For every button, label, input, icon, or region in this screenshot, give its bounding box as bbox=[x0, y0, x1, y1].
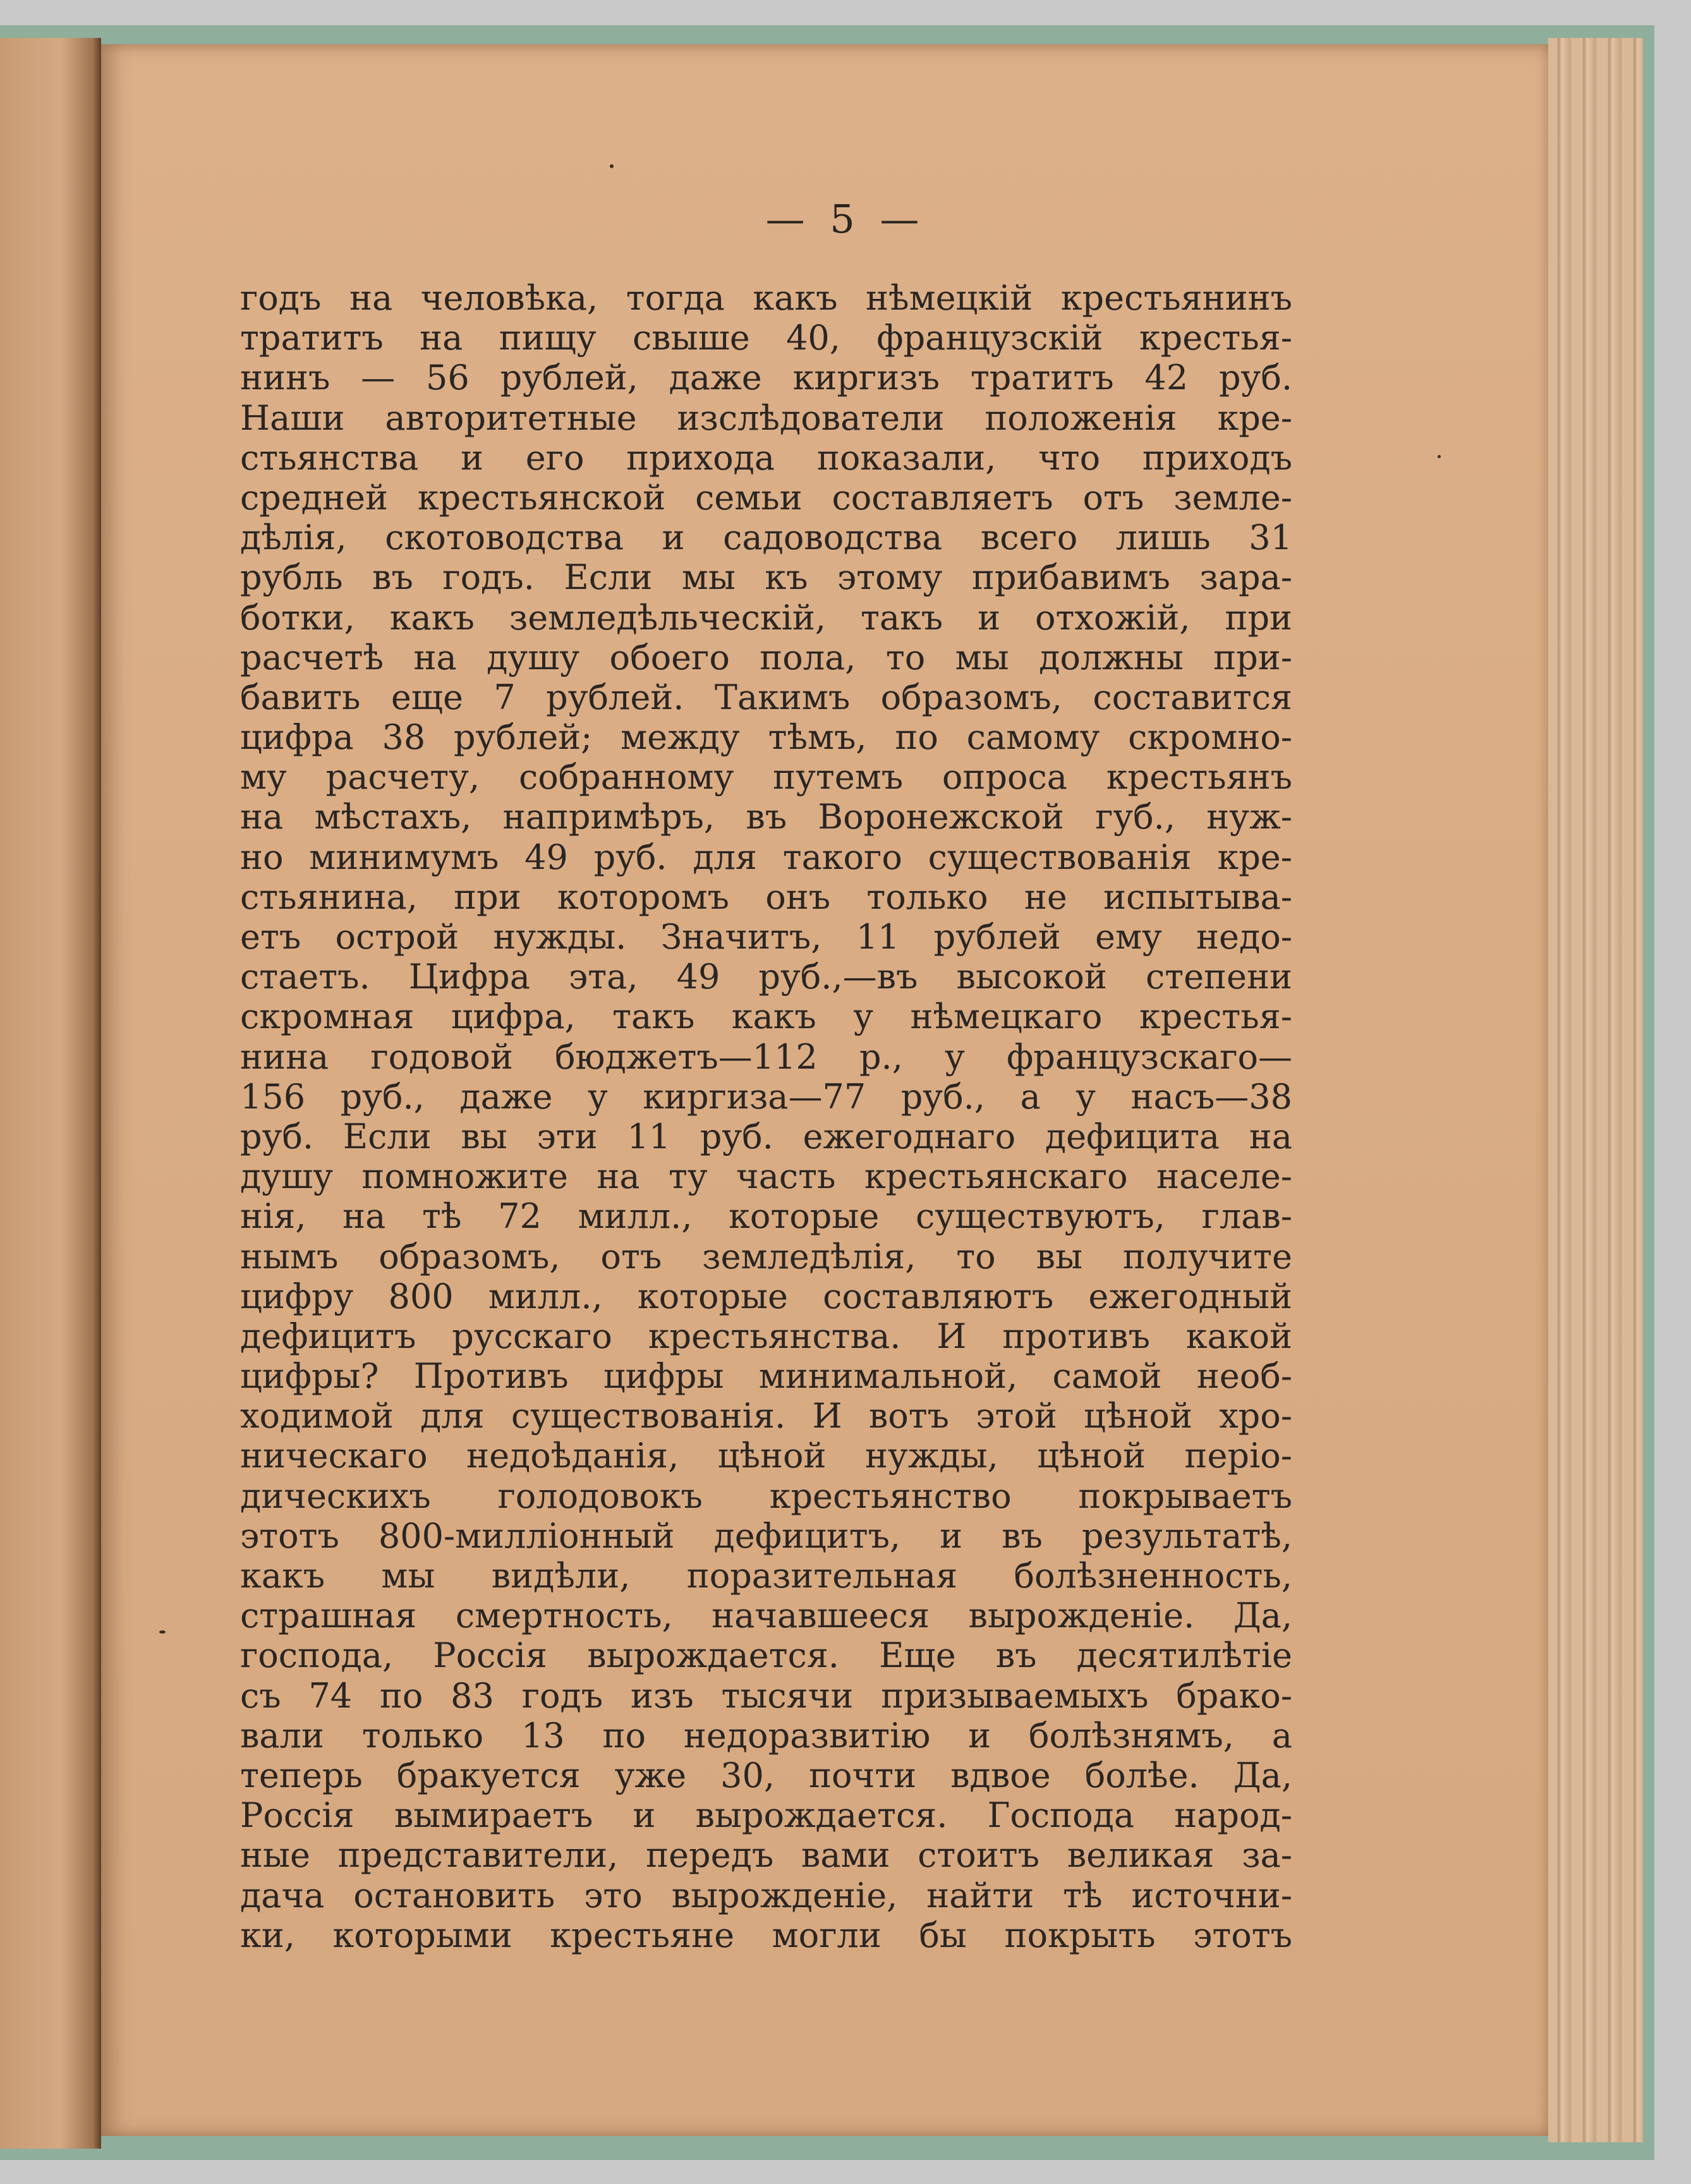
text-line: ническаго недоѣданія, цѣной нужды, цѣной періо- bbox=[240, 1436, 1292, 1476]
text-line: вали только 13 по недоразвитію и болѣзнямъ, а bbox=[240, 1715, 1292, 1756]
left-page-edge bbox=[0, 38, 101, 2149]
text-line: дача остановить это вырожденіе, найти тѣ источни- bbox=[240, 1875, 1292, 1915]
text-line: 156 руб., даже у киргиза—77 руб., а у насъ—38 bbox=[240, 1076, 1292, 1117]
text-line: дѣлія, скотоводства и садоводства всего лишь 31 bbox=[240, 518, 1292, 558]
text-line: на мѣстахъ, напримѣръ, въ Воронежской губ., нуж- bbox=[240, 797, 1292, 837]
text-line: ходимой для существованія. И вотъ этой цѣной хро- bbox=[240, 1396, 1292, 1436]
text-line: душу помножите на ту часть крестьянскаго населе- bbox=[240, 1156, 1292, 1197]
text-line: рубль въ годъ. Если мы къ этому прибавимъ зара- bbox=[240, 557, 1292, 598]
text-line: этотъ 800-милліонный дефицитъ, и въ результатѣ, bbox=[240, 1515, 1292, 1556]
text-line: му расчету, собранному путемъ опроса крестьянъ bbox=[240, 757, 1292, 798]
paper-speck bbox=[1438, 455, 1441, 458]
text-line: руб. Если вы эти 11 руб. ежегоднаго дефицита на bbox=[240, 1116, 1292, 1156]
stacked-page-edges bbox=[1548, 38, 1643, 2142]
text-line: ные представители, передъ вами стоитъ великая за- bbox=[240, 1835, 1292, 1876]
text-line: страшная смертность, начавшееся вырожденіе. Да, bbox=[240, 1596, 1292, 1636]
text-line: стьянства и его прихода показали, что приходъ bbox=[240, 437, 1292, 478]
text-line: цифра 38 рублей; между тѣмъ, по самому скромно- bbox=[240, 717, 1292, 758]
text-line: расчетѣ на душу обоего пола, то мы должны при- bbox=[240, 637, 1292, 677]
text-line: средней крестьянской семьи составляетъ отъ земле- bbox=[240, 477, 1292, 518]
text-line: господа, Россія вырождается. Еще въ десятилѣтіе bbox=[240, 1635, 1292, 1676]
text-line: какъ мы видѣли, поразительная болѣзненность, bbox=[240, 1556, 1292, 1596]
body-text bbox=[240, 278, 1292, 1955]
text-line: годъ на человѣка, тогда какъ нѣмецкій крестьянинъ bbox=[240, 278, 1292, 318]
text-line: Россія вымираетъ и вырождается. Господа народ- bbox=[240, 1795, 1292, 1836]
text-line: Наши авторитетные изслѣдователи положенія кре- bbox=[240, 397, 1292, 438]
text-line: етъ острой нужды. Значитъ, 11 рублей ему недо- bbox=[240, 917, 1292, 957]
paper-speck bbox=[610, 164, 614, 168]
text-line: бавить еще 7 рублей. Такимъ образомъ, составится bbox=[240, 677, 1292, 717]
text-line: дическихъ голодовокъ крестьянство покрываетъ bbox=[240, 1476, 1292, 1516]
paper-speck bbox=[159, 1630, 166, 1634]
text-line: цифру 800 милл., которые составляютъ ежегодный bbox=[240, 1276, 1292, 1316]
text-line: тратитъ на пищу свыше 40, французскій крестья- bbox=[240, 318, 1292, 358]
text-line: съ 74 по 83 годъ изъ тысячи призываемыхъ брако- bbox=[240, 1675, 1292, 1716]
text-line: цифры? Противъ цифры минимальной, самой необ- bbox=[240, 1356, 1292, 1397]
text-line: стаетъ. Цифра эта, 49 руб.,—въ высокой степени bbox=[240, 957, 1292, 997]
page-number: — 5 — bbox=[765, 196, 926, 242]
text-line: дефицитъ русскаго крестьянства. И противъ какой bbox=[240, 1316, 1292, 1356]
text-line: ботки, какъ земледѣльческій, такъ и отхожій, при bbox=[240, 597, 1292, 638]
text-line: нымъ образомъ, отъ земледѣлія, то вы получите bbox=[240, 1236, 1292, 1277]
text-line: стьянина, при которомъ онъ только не испытыва- bbox=[240, 877, 1292, 917]
text-line: нія, на тѣ 72 милл., которые существуютъ, глав- bbox=[240, 1196, 1292, 1237]
text-line: но минимумъ 49 руб. для такого существованія кре- bbox=[240, 837, 1292, 877]
text-line: теперь бракуется уже 30, почти вдвое болѣе. Да, bbox=[240, 1755, 1292, 1795]
text-line: нина годовой бюджетъ—112 р., у французскаго— bbox=[240, 1036, 1292, 1077]
text-line: нинъ — 56 рублей, даже киргизъ тратитъ 42 руб. bbox=[240, 358, 1292, 398]
text-line: ки, которыми крестьяне могли бы покрыть этотъ bbox=[240, 1915, 1292, 1955]
text-line: скромная цифра, такъ какъ у нѣмецкаго крестья- bbox=[240, 997, 1292, 1037]
